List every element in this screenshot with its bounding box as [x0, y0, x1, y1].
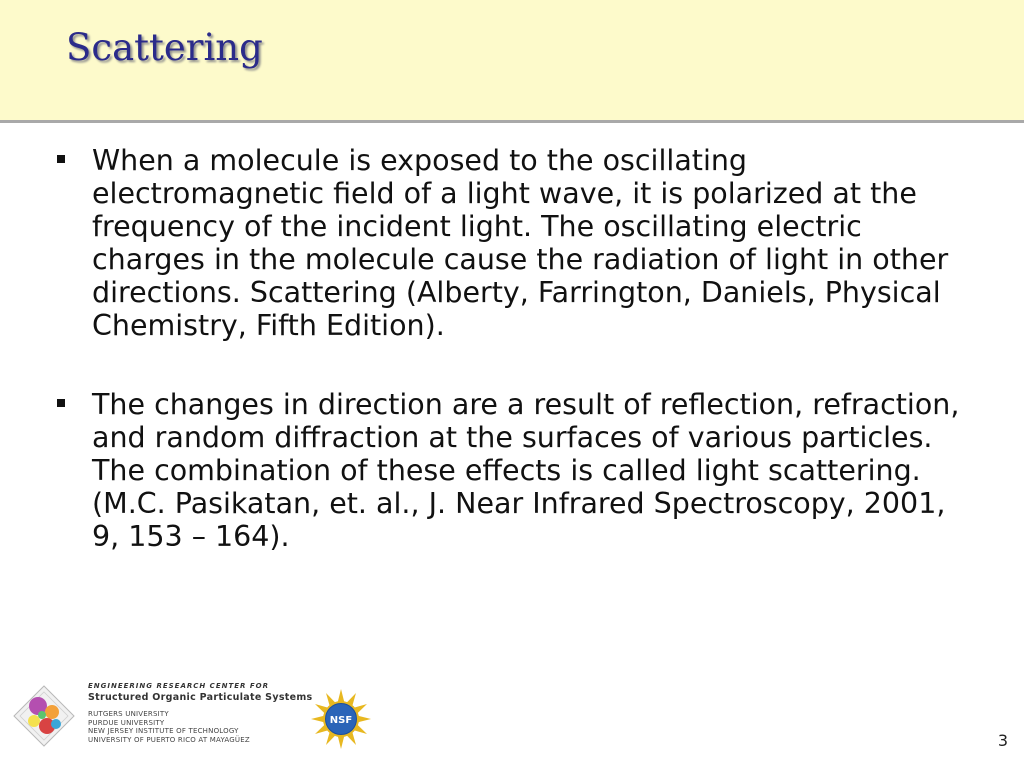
square-bullet-icon — [57, 399, 65, 407]
nsf-sunburst-logo-icon — [310, 688, 372, 750]
erc-label: ENGINEERING RESEARCH CENTER FOR — [88, 682, 269, 690]
bullet-list — [56, 144, 976, 599]
center-info — [88, 681, 313, 744]
bullet-item — [56, 388, 976, 553]
bullet-text: The changes in direction are a result of reflection, refraction, and random diffraction at the surfaces of various particles. The combination of these effects is called light scattering. (M.C. Pasikatan, et. al., J. Near Infrared Spectroscopy, 2001, 9, 153 – 164). — [92, 388, 960, 553]
university-item: RUTGERS UNIVERSITY — [88, 710, 169, 718]
page-number: 3 — [997, 731, 1008, 750]
university-item: NEW JERSEY INSTITUTE OF TECHNOLOGY — [88, 727, 239, 735]
square-bullet-icon — [57, 155, 65, 163]
university-item: UNIVERSITY OF PUERTO RICO AT MAYAGÜEZ — [88, 735, 250, 744]
footer — [0, 678, 1024, 768]
center-name: Structured Organic Particulate Systems — [88, 692, 313, 703]
university-item: PURDUE UNIVERSITY — [88, 718, 165, 727]
slide-title: Scattering — [66, 26, 263, 69]
molecule-cluster-logo-icon — [12, 684, 76, 748]
nsf-logo-text: NSF — [329, 715, 353, 726]
title-bar — [0, 0, 1024, 123]
bullet-text: When a molecule is exposed to the oscillating electromagnetic field of a light wave, it is polarized at the frequency of the incident light. The oscillating electric charges in the molecule cause the radiation of light in other directions. Scattering (Alberty, Farrington, Daniels, Physical Chemistry, Fifth Edition). — [92, 144, 949, 342]
bullet-item — [56, 144, 976, 342]
